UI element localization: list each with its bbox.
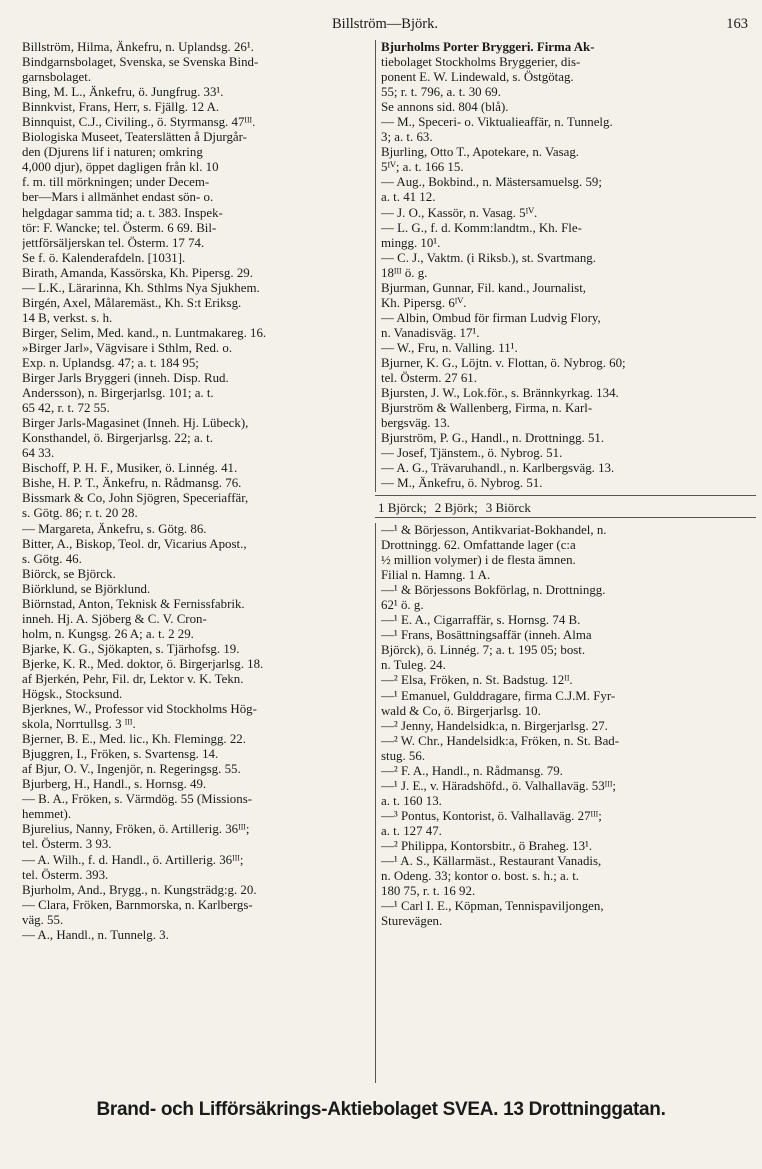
directory-entry-line: tör: F. Wancke; tel. Österm. 6 69. Bil- [22,220,217,235]
directory-entry-line: Bjerke, K. R., Med. doktor, ö. Birgerjarlsg. 18. [22,656,264,671]
directory-entry-line: Bjurelius, Nanny, Fröken, ö. Artillerig. 36ᴵᴵᴵ; [22,822,250,837]
directory-entry-line: Konsthandel, ö. Birgerjarlsg. 22; a. t. [22,431,213,446]
directory-entry-line: —¹ Emanuel, Gulddragare, firma C.J.M. Fyr- [381,688,616,703]
directory-entry-line: a. t. 160 13. [381,793,442,808]
directory-entry-line: inneh. Hj. A. Sjöberg & C. V. Cron- [22,611,207,626]
directory-entry-line: —¹ & Börjesson, Antikvariat-Bokhandel, n. [381,523,607,537]
directory-entry-line: ber—Mars i allmänhet endast sön- o. [22,190,214,205]
directory-entry-line: 5ᴵⱽ; a. t. 166 15. [381,160,464,175]
directory-entry-line: —² Jenny, Handelsidk:a, n. Birgerjarlsg. 27. [381,718,608,733]
directory-entry-line: Andersson), n. Birgerjarlsg. 101; a. t. [22,386,214,401]
directory-entry-line: — Josef, Tjänstem., ö. Nybrog. 51. [381,446,563,461]
directory-entry-line: — Aug., Bokbind., n. Mästersamuelsg. 59; [381,175,602,190]
directory-entry-line: Högsk., Stocksund. [22,687,123,702]
directory-entry-line: holm, n. Kungsg. 26 A; a. t. 2 29. [22,626,194,641]
directory-entry-line: —² Philippa, Kontorsbitr., ö Braheg. 13¹. [381,838,593,853]
directory-entry-line: Birath, Amanda, Kassörska, Kh. Pipersg. 29. [22,265,253,280]
directory-entry-line: —¹ E. A., Cigarraffär, s. Hornsg. 74 B. [381,613,581,628]
directory-entry-line: Bishe, H. P. T., Änkefru, n. Rådmansg. 76. [22,476,242,491]
directory-entry-line: Bitter, A., Biskop, Teol. dr, Vicarius Apost., [22,536,247,551]
directory-entry-line: Bissmark & Co, John Sjögren, Speceriaffär, [22,491,249,506]
directory-entry-line: Bjursten, J. W., Lok.för., s. Brännkyrkag. 134. [381,386,619,401]
page-header [22,4,748,34]
directory-entry-line: Biörnstad, Anton, Teknisk & Fernissfabrik. [22,596,245,611]
directory-entry-line: Binnkvist, Frans, Herr, s. Fjällg. 12 A. [22,100,220,115]
directory-entry-line: 14 B, verkst. s. h. [22,310,113,325]
directory-entry-line: helgdagar samma tid; a. t. 383. Inspek- [22,205,223,220]
directory-entry-line: — C. J., Vaktm. (i Riksb.), st. Svartmang. [381,250,596,265]
directory-entry-line: a. t. 127 47. [381,823,442,838]
directory-entry-line: Bischoff, P. H. F., Musiker, ö. Linnég. 41. [22,461,238,476]
directory-entry-line: Bjerner, B. E., Med. lic., Kh. Flemingg. 22. [22,732,246,747]
right-column-top [375,40,757,492]
directory-entry-line: Exp. n. Uplandsg. 47; a. t. 184 95; [22,355,199,370]
directory-entry-line: 4,000 djur), öppet dagligen från kl. 10 [22,160,219,175]
directory-entry-line: bergsväg. 13. [381,416,450,431]
directory-entry-line: Bjuggren, I., Fröken, s. Svartensg. 14. [22,747,219,762]
directory-entry-line: — Clara, Fröken, Barnmorska, n. Karlbergs- [22,897,253,912]
directory-entry-line: Filial n. Hamng. 1 A. [381,568,491,583]
directory-entry-line: Kh. Pipersg. 6ᴵⱽ. [381,295,467,310]
page-number: 163 [726,16,748,32]
directory-entry-line: —¹ A. S., Källarmäst., Restaurant Vanadis, [381,854,602,869]
directory-entry-line: Bjurner, K. G., Löjtn. v. Flottan, ö. Nybrog. 60; [381,355,626,370]
directory-entry-line: wald & Co, ö. Birgerjarlsg. 10. [381,703,541,718]
section-divider-top [375,495,756,496]
directory-entry-line: den (Djurens lif i naturen; omkring [22,145,203,160]
running-title: Billström—Björk. [332,16,438,32]
footer-advertisement: Brand- och Lifförsäkrings-Aktiebolaget SVEA. 13 Drottninggatan. [96,1099,666,1120]
directory-entry-line: — L.K., Lärarinna, Kh. Sthlms Nya Sjukhem. [22,280,260,295]
directory-entry-line: 3; a. t. 63. [381,130,433,145]
directory-entry-line: Se f. ö. Kalenderafdeln. [1031]. [22,250,186,265]
directory-entry-line: — L. G., f. d. Komm:landtm., Kh. Fle- [381,220,582,235]
directory-entry-line: 65 42, r. t. 72 55. [22,401,110,416]
subheading-variant: 2 Björk; [434,500,478,515]
directory-entry-line: »Birger Jarl», Vägvisare i Sthlm, Red. o. [22,340,233,355]
right-column-bottom [375,523,757,1083]
directory-entry-line: n. Odeng. 33; kontor o. bost. s. h.; a. t. [381,869,580,884]
directory-entry-line: stug. 56. [381,748,426,763]
directory-entry-line: Björck), ö. Linnég. 7; a. t. 195 05; bost. [381,643,586,658]
directory-entry-line: Binnquist, C.J., Civiling., ö. Styrmansg. 47ᴵᴵᴵ. [22,115,256,130]
directory-entry-line: garnsbolaget. [22,70,92,85]
directory-entry-line: ponent E. W. Lindewald, s. Östgötag. [381,70,574,85]
directory-entry-line: Bjurström & Wallenberg, Firma, n. Karl- [381,401,593,416]
directory-entry-line: Drottningg. 62. Omfattande lager (c:a [381,538,576,553]
directory-entry-line: ½ million volymer) i de flesta ämnen. [381,553,576,568]
directory-entry-line: Bjurholm, And., Brygg., n. Kungsträdg:g. 20. [22,882,257,897]
directory-entry-line: hemmet). [22,807,72,822]
directory-entry-line: —² Elsa, Fröken, n. St. Badstug. 12ᴵᴵ. [381,673,573,688]
directory-entry-line: Biörck, se Björck. [22,566,116,581]
directory-entry-line: — J. O., Kassör, n. Vasag. 5ᴵⱽ. [381,205,538,220]
directory-entry-line: tiebolaget Stockholms Bryggerier, dis- [381,55,581,70]
directory-entry-line: —¹ Carl I. E., Köpman, Tennispaviljongen, [381,899,604,914]
directory-entry-line: a. t. 41 12. [381,190,436,205]
directory-entry-line: n. Tuleg. 24. [381,658,446,673]
directory-entry-line: 18ᴵᴵᴵ ö. g. [381,265,428,280]
directory-entry-line: väg. 55. [22,912,64,927]
directory-entry-line: skola, Norrtullsg. 3 ᴵᴵᴵ. [22,717,136,732]
directory-entry-line: 180 75, r. t. 16 92. [381,884,476,899]
directory-entry-line: — A. G., Trävaruhandl., n. Karlbergsväg. 13. [381,461,615,476]
directory-entry-line: 64 33. [22,446,55,461]
directory-entry-line: Biologiska Museet, Teaterslätten å Djurgår- [22,130,247,145]
directory-entry-line: —² F. A., Handl., n. Rådmansg. 79. [381,763,563,778]
directory-entry-line: Bjurling, Otto T., Apotekare, n. Vasag. [381,145,579,160]
directory-entry-line: — M., Speceri- o. Viktualieaffär, n. Tunnelg. [381,115,613,130]
directory-entry-line: Bjerknes, W., Professor vid Stockholms Hög- [22,702,257,717]
directory-entry-line: Bindgarnsbolaget, Svenska, se Svenska Bind- [22,55,259,70]
directory-entry-line: Birger Jarls Bryggeri (inneh. Disp. Rud. [22,371,229,386]
left-column [22,40,370,943]
subheading-variant: 3 Biörck [485,500,531,515]
directory-entry-line: —¹ J. E., v. Häradshöfd., ö. Valhallaväg. 53ᴵᴵᴵ; [381,778,616,793]
directory-entry-line: tel. Österm. 3 93. [22,837,112,852]
directory-entry-line: af Bjerkén, Pehr, Fil. dr, Lektor v. K. Tekn. [22,671,244,686]
directory-entry-line: Bjurman, Gunnar, Fil. kand., Journalist, [381,280,586,295]
directory-entry-line: —¹ Frans, Bosättningsaffär (inneh. Alma [381,628,592,643]
directory-entry-line: — B. A., Fröken, s. Värmdög. 55 (Missions- [22,792,253,807]
subheading-variant: 1 Björck; [378,500,427,515]
directory-entry-line: — A., Handl., n. Tunnelg. 3. [22,927,169,942]
directory-entry-line: — Albin, Ombud för firman Ludvig Flory, [381,310,601,325]
directory-entry-line: Sturevägen. [381,914,443,929]
directory-entry-line: — M., Änkefru, ö. Nybrog. 51. [381,476,543,491]
directory-entry-line: s. Götg. 86; r. t. 20 28. [22,506,138,521]
directory-entry-line: Bjurström, P. G., Handl., n. Drottningg. 51. [381,431,605,446]
directory-entry-line: — Margareta, Änkefru, s. Götg. 86. [22,521,207,536]
directory-entry-line: Bing, M. L., Änkefru, ö. Jungfrug. 33¹. [22,85,224,100]
directory-entry-line: jettförsäljerskan tel. Österm. 17 74. [22,235,205,250]
directory-entry-line: Birgén, Axel, Målaremäst., Kh. S:t Eriksg. [22,295,242,310]
directory-entry-line: Bjurberg, H., Handl., s. Hornsg. 49. [22,777,207,792]
directory-entry-line: 55; r. t. 796, a. t. 30 69. [381,85,501,100]
directory-entry-line: — A. Wilh., f. d. Handl., ö. Artillerig. 36ᴵᴵᴵ; [22,852,244,867]
directory-entry-line: Se annons sid. 804 (blå). [381,100,509,115]
directory-entry-line: af Bjur, O. V., Ingenjör, n. Regeringsg. 55. [22,762,241,777]
directory-entry-line: 62¹ ö. g. [381,598,424,613]
right-subheading [378,500,754,515]
directory-entry-line: tel. Österm. 393. [22,867,109,882]
directory-entry-line: Biörklund, se Björklund. [22,581,151,596]
directory-entry-line: Birger Jarls-Magasinet (Inneh. Hj. Lübeck), [22,416,249,431]
directory-entry-line: Billström, Hilma, Änkefru, n. Uplandsg. 26¹. [22,40,254,54]
directory-entry-line: f. m. till mörkningen; under Decem- [22,175,210,190]
directory-entry-line: tel. Österm. 27 61. [381,371,477,386]
directory-entry-line: — W., Fru, n. Valling. 11¹. [381,340,518,355]
directory-entry-line: —³ Pontus, Kontorist, ö. Valhallaväg. 27ᴵᴵᴵ; [381,808,602,823]
directory-entry-line: s. Götg. 46. [22,551,82,566]
directory-entry-line: —¹ & Börjessons Bokförlag, n. Drottningg. [381,583,606,598]
directory-entry-line: Bjarke, K. G., Sjökapten, s. Tjärhofsg. 19. [22,641,240,656]
directory-entry-line: mingg. 10¹. [381,235,441,250]
directory-entry-line: Bjurholms Porter Bryggeri. Firma Ak- [381,40,595,54]
directory-entry-line: —² W. Chr., Handelsidk:a, Fröken, n. St. Bad- [381,733,620,748]
directory-entry-line: Birger, Selim, Med. kand., n. Luntmakareg. 16. [22,325,267,340]
directory-entry-line: n. Vanadisväg. 17¹. [381,325,480,340]
section-divider-bottom [375,517,756,518]
